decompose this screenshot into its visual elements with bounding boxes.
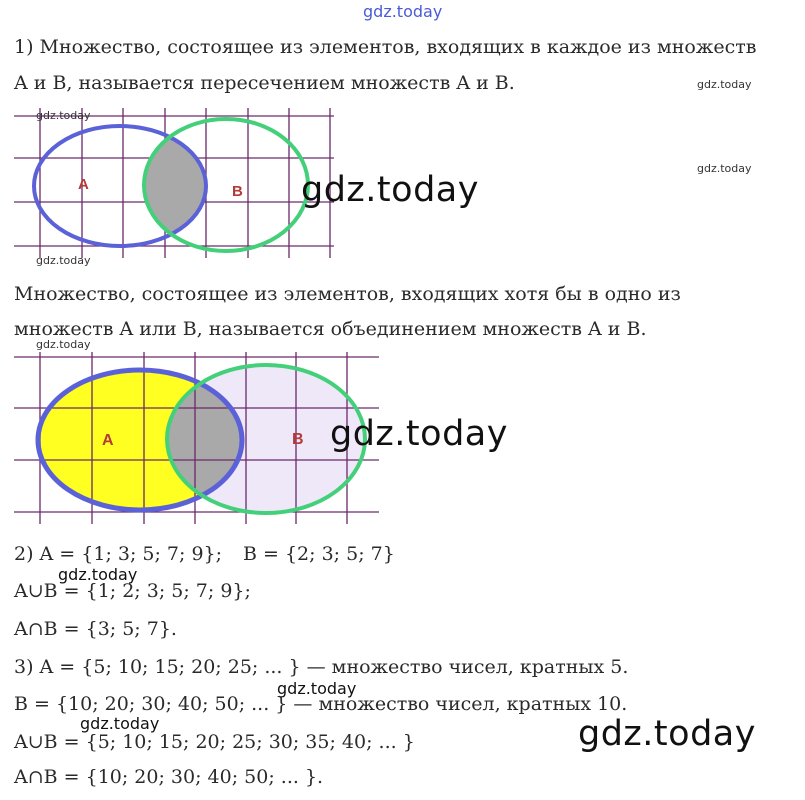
example-2-union: A∪B = {1; 2; 3; 5; 7; 9};: [14, 580, 251, 602]
venn-diagram-union: [14, 352, 379, 524]
watermark-small: gdz.today: [36, 254, 91, 267]
example-3-intersection: A∩B = {10; 20; 30; 40; 50; ... }.: [14, 766, 324, 788]
definition-intersection-line-2: A и B, называется пересечением множеств A и B.: [14, 72, 515, 94]
watermark-small: gdz.today: [697, 162, 752, 175]
definition-union-line-2: множеств A или B, называется объединением множеств A и B.: [14, 318, 647, 340]
example-3-set-a: 3) A = {5; 10; 15; 20; 25; ... } — множество чисел, кратных 5.: [14, 656, 629, 678]
watermark-small: gdz.today: [697, 78, 752, 91]
definition-intersection-line-1: 1) Множество, состоящее из элементов, входящих в каждое из множеств: [14, 36, 757, 58]
definition-union-line-1: Множество, состоящее из элементов, входящих хотя бы в одно из: [14, 283, 681, 305]
example-2-intersection: A∩B = {3; 5; 7}.: [14, 618, 177, 640]
watermark-small: gdz.today: [36, 109, 91, 122]
example-2-sets: 2) A = {1; 3; 5; 7; 9};: [14, 543, 223, 565]
watermark-large: gdz.today: [330, 414, 508, 454]
example-2-set-b: B = {2; 3; 5; 7}: [243, 543, 395, 565]
watermark-small: gdz.today: [36, 338, 91, 351]
set-b-label: B: [292, 431, 304, 448]
set-b-label: B: [232, 183, 243, 200]
set-a-label: A: [78, 176, 89, 193]
venn-diagram-intersection: [14, 108, 334, 258]
watermark-medium: gdz.today: [277, 679, 357, 698]
watermark-medium: gdz.today: [80, 714, 160, 733]
watermark-large: gdz.today: [578, 714, 756, 754]
example-3-set-b: B = {10; 20; 30; 40; 50; ... } — множество чисел, кратных 10.: [14, 693, 628, 715]
watermark-large: gdz.today: [301, 170, 479, 210]
set-a-label: A: [102, 432, 114, 449]
watermark-medium: gdz.today: [58, 565, 138, 584]
example-3-union: A∪B = {5; 10; 15; 20; 25; 30; 35; 40; ... }: [14, 731, 415, 753]
watermark-top: gdz.today: [363, 2, 443, 21]
